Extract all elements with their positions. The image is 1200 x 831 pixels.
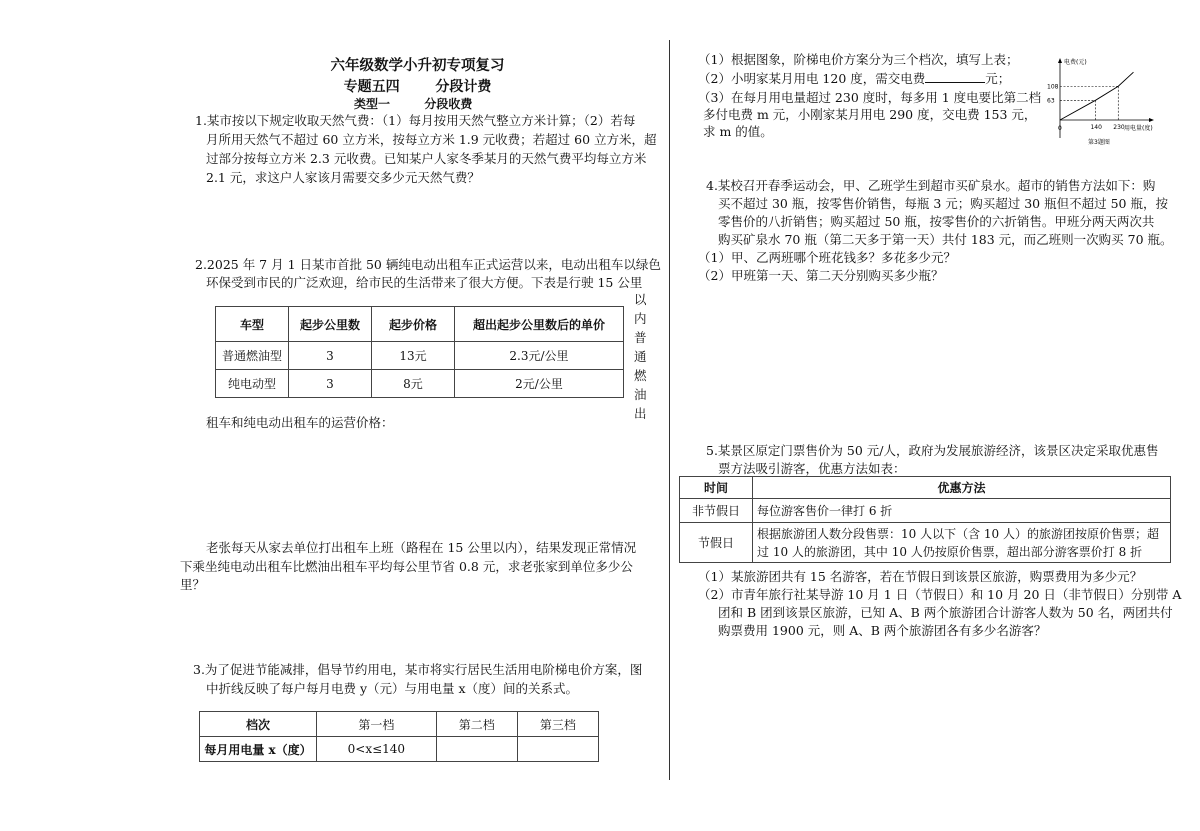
table-cell: 2.3元/公里 xyxy=(455,342,624,370)
taxi-header-start-price: 起步价格 xyxy=(372,307,455,342)
q5-sub2-line3: 购票费用 1900 元，则 A、B 两个旅游团各有多少名游客？ xyxy=(718,623,1047,638)
q4-line1: 4.某校召开春季运动会，甲、乙班学生到超市买矿泉水。超市的销售方法如下：购 xyxy=(706,178,1156,193)
q5-line1: 5.某景区原定门票售价为 50 元/人，政府为发展旅游经济，该景区决定采取优惠售 xyxy=(706,443,1159,458)
topic-number: 专题五四 xyxy=(343,79,400,95)
tier-header: 第一档 xyxy=(317,712,437,737)
table-cell: 13元 xyxy=(372,342,455,370)
table-cell: 3 xyxy=(289,370,372,398)
x-tick-label: 140 xyxy=(1090,124,1102,131)
electricity-tier-table xyxy=(199,711,599,762)
discount-header-time: 时间 xyxy=(680,477,753,499)
x-axis-label: 用电量(度) xyxy=(1124,125,1153,132)
tier-header: 档次 xyxy=(200,712,317,737)
caption: 第3题图 xyxy=(1088,139,1110,146)
x-tick-label: 230 xyxy=(1113,124,1125,131)
q3-sub3-line3: 求 m 的值。 xyxy=(703,124,773,139)
q2-vertical-text: 以内普通燃油出 xyxy=(634,292,647,421)
q1-line3: 过部分按每立方米 2.3 元收费。已知某户人家冬季某月的天然气费平均每立方米 xyxy=(206,151,647,166)
table-cell xyxy=(517,737,598,762)
q3-line2: 中折线反映了每户每月电费 y（元）与用电量 x（度）间的关系式。 xyxy=(206,681,579,696)
series-line xyxy=(1060,72,1133,120)
topic-name: 分段计费 xyxy=(435,79,492,95)
q2-para1: 老张每天从家去单位打出租车上班（路程在 15 公里以内），结果发现正常情况 xyxy=(206,540,637,555)
table-cell: 普通燃油型 xyxy=(216,342,289,370)
table-cell: 8元 xyxy=(372,370,455,398)
type-heading xyxy=(354,95,472,112)
table-cell: 每位游客售价一律打 6 折 xyxy=(753,499,1171,523)
q2-line1: 2.2025 年 7 月 1 日某市首批 50 辆纯电动出租车正式运营以来，电动出租车以绿色 xyxy=(195,257,661,272)
y-tick-label: 108 xyxy=(1047,83,1059,91)
q1-line2: 月所用天然气不超过 60 立方米，按每立方米 1.9 元收费；若超过 60 立方米，超 xyxy=(206,132,657,147)
x-axis-arrow xyxy=(1149,118,1154,122)
q4-line3: 零售价的八折销售；购买超过 50 瓶，按零售价的六折销售。甲班分两天两次共 xyxy=(718,214,1155,229)
q2-para2: 下乘坐纯电动出租车比燃油出租车平均每公里节省 0.8 元，求老张家到单位多少公 xyxy=(180,559,633,574)
q3-sub1: （1）根据图象，阶梯电价方案分为三个档次，填写上表； xyxy=(698,52,1019,67)
q3-line1: 3.为了促进节能减排，倡导节约用电，某市将实行居民生活用电阶梯电价方案，图 xyxy=(193,662,643,677)
taxi-header-type: 车型 xyxy=(216,307,289,342)
table-cell: 纯电动型 xyxy=(216,370,289,398)
q2-line2: 环保受到市民的广泛欢迎，给市民的生活带来了很大方便。下表是行驶 15 公里 xyxy=(206,275,643,290)
column-divider xyxy=(669,40,670,780)
y-axis-label: 电费(元) xyxy=(1064,59,1087,66)
type-number: 类型一 xyxy=(354,97,391,111)
table-cell: 2元/公里 xyxy=(455,370,624,398)
table-cell xyxy=(436,737,517,762)
taxi-header-start-km: 起步公里数 xyxy=(289,307,372,342)
q5-sub2-line2: 团和 B 团到该景区旅游，已知 A、B 两个旅游团合计游客人数为 50 名，两团共付 xyxy=(718,605,1173,620)
y-axis-arrow xyxy=(1058,58,1062,63)
taxi-price-table xyxy=(215,306,624,398)
q3-sub2-text: （2）小明家某月用电 120 度，需交电费 xyxy=(698,71,926,86)
tier-row-label: 每月用电量 x（度） xyxy=(200,737,317,762)
y-tick-label: 63 xyxy=(1047,97,1055,105)
discount-header-method: 优惠方法 xyxy=(753,477,1171,499)
q2-after-table: 租车和纯电动出租车的运营价格： xyxy=(206,415,394,430)
table-cell: 3 xyxy=(289,342,372,370)
q4-line4: 购买矿泉水 70 瓶（第二天多于第一天）共付 183 元，而乙班则一次购买 70 瓶。 xyxy=(718,232,1173,247)
q2-para3: 里？ xyxy=(180,577,206,592)
q3-sub3-line2: 多付电费 m 元，小刚家某月用电 290 度，交电费 153 元， xyxy=(703,107,1037,122)
q3-sub3-line1: （3）在每月用电量超过 230 度时，每多用 1 度电要比第二档 xyxy=(698,90,1042,105)
table-cell: 根据旅游团人数分段售票：10 人以下（含 10 人）的旅游团按原价售票；超过 10 人的旅游团，其中 10 人仍按原价售票，超出部分游客票价打 8 折 xyxy=(753,523,1171,563)
q1-line4: 2.1 元，求这户人家该月需要交多少元天然气费？ xyxy=(206,170,480,185)
table-cell: 非节假日 xyxy=(680,499,753,523)
taxi-header-extra-price: 超出起步公里数后的单价 xyxy=(455,307,624,342)
q3-sub2-unit: 元； xyxy=(985,71,1011,86)
q5-line2: 票方法吸引游客，优惠方法如表： xyxy=(718,461,906,476)
q4-sub1: （1）甲、乙两班哪个班花钱多？多花多少元？ xyxy=(698,250,956,265)
page-title: 六年级数学小升初专项复习 xyxy=(330,57,505,74)
q4-line2: 买不超过 30 瓶，按零售价销售，每瓶 3 元；购买超过 30 瓶但不超过 50 瓶，按 xyxy=(718,196,1168,211)
answer-blank[interactable] xyxy=(925,70,985,83)
electricity-fee-chart xyxy=(1044,56,1164,156)
table-cell: 0<x≤140 xyxy=(317,737,437,762)
tier-header: 第三档 xyxy=(517,712,598,737)
q5-sub1: （1）某旅游团共有 15 名游客，若在节假日到该景区旅游，购票费用为多少元？ xyxy=(698,569,1143,584)
q4-sub2: （2）甲班第一天、第二天分别购买多少瓶？ xyxy=(698,268,944,283)
origin-label: 0 xyxy=(1058,125,1062,132)
q5-sub2-line1: （2）市青年旅行社某导游 10 月 1 日（节假日）和 10 月 20 日（非节假日）分别带 A xyxy=(698,587,1182,602)
q1-line1: 1.某市按以下规定收取天然气费：（1）每月按用天然气整立方米计算；（2）若每 xyxy=(195,113,636,128)
ticket-discount-table xyxy=(679,476,1171,563)
table-cell: 节假日 xyxy=(680,523,753,563)
tier-header: 第二档 xyxy=(436,712,517,737)
topic-heading xyxy=(300,76,535,96)
type-name: 分段收费 xyxy=(424,97,473,111)
q3-sub2 xyxy=(698,69,1010,88)
